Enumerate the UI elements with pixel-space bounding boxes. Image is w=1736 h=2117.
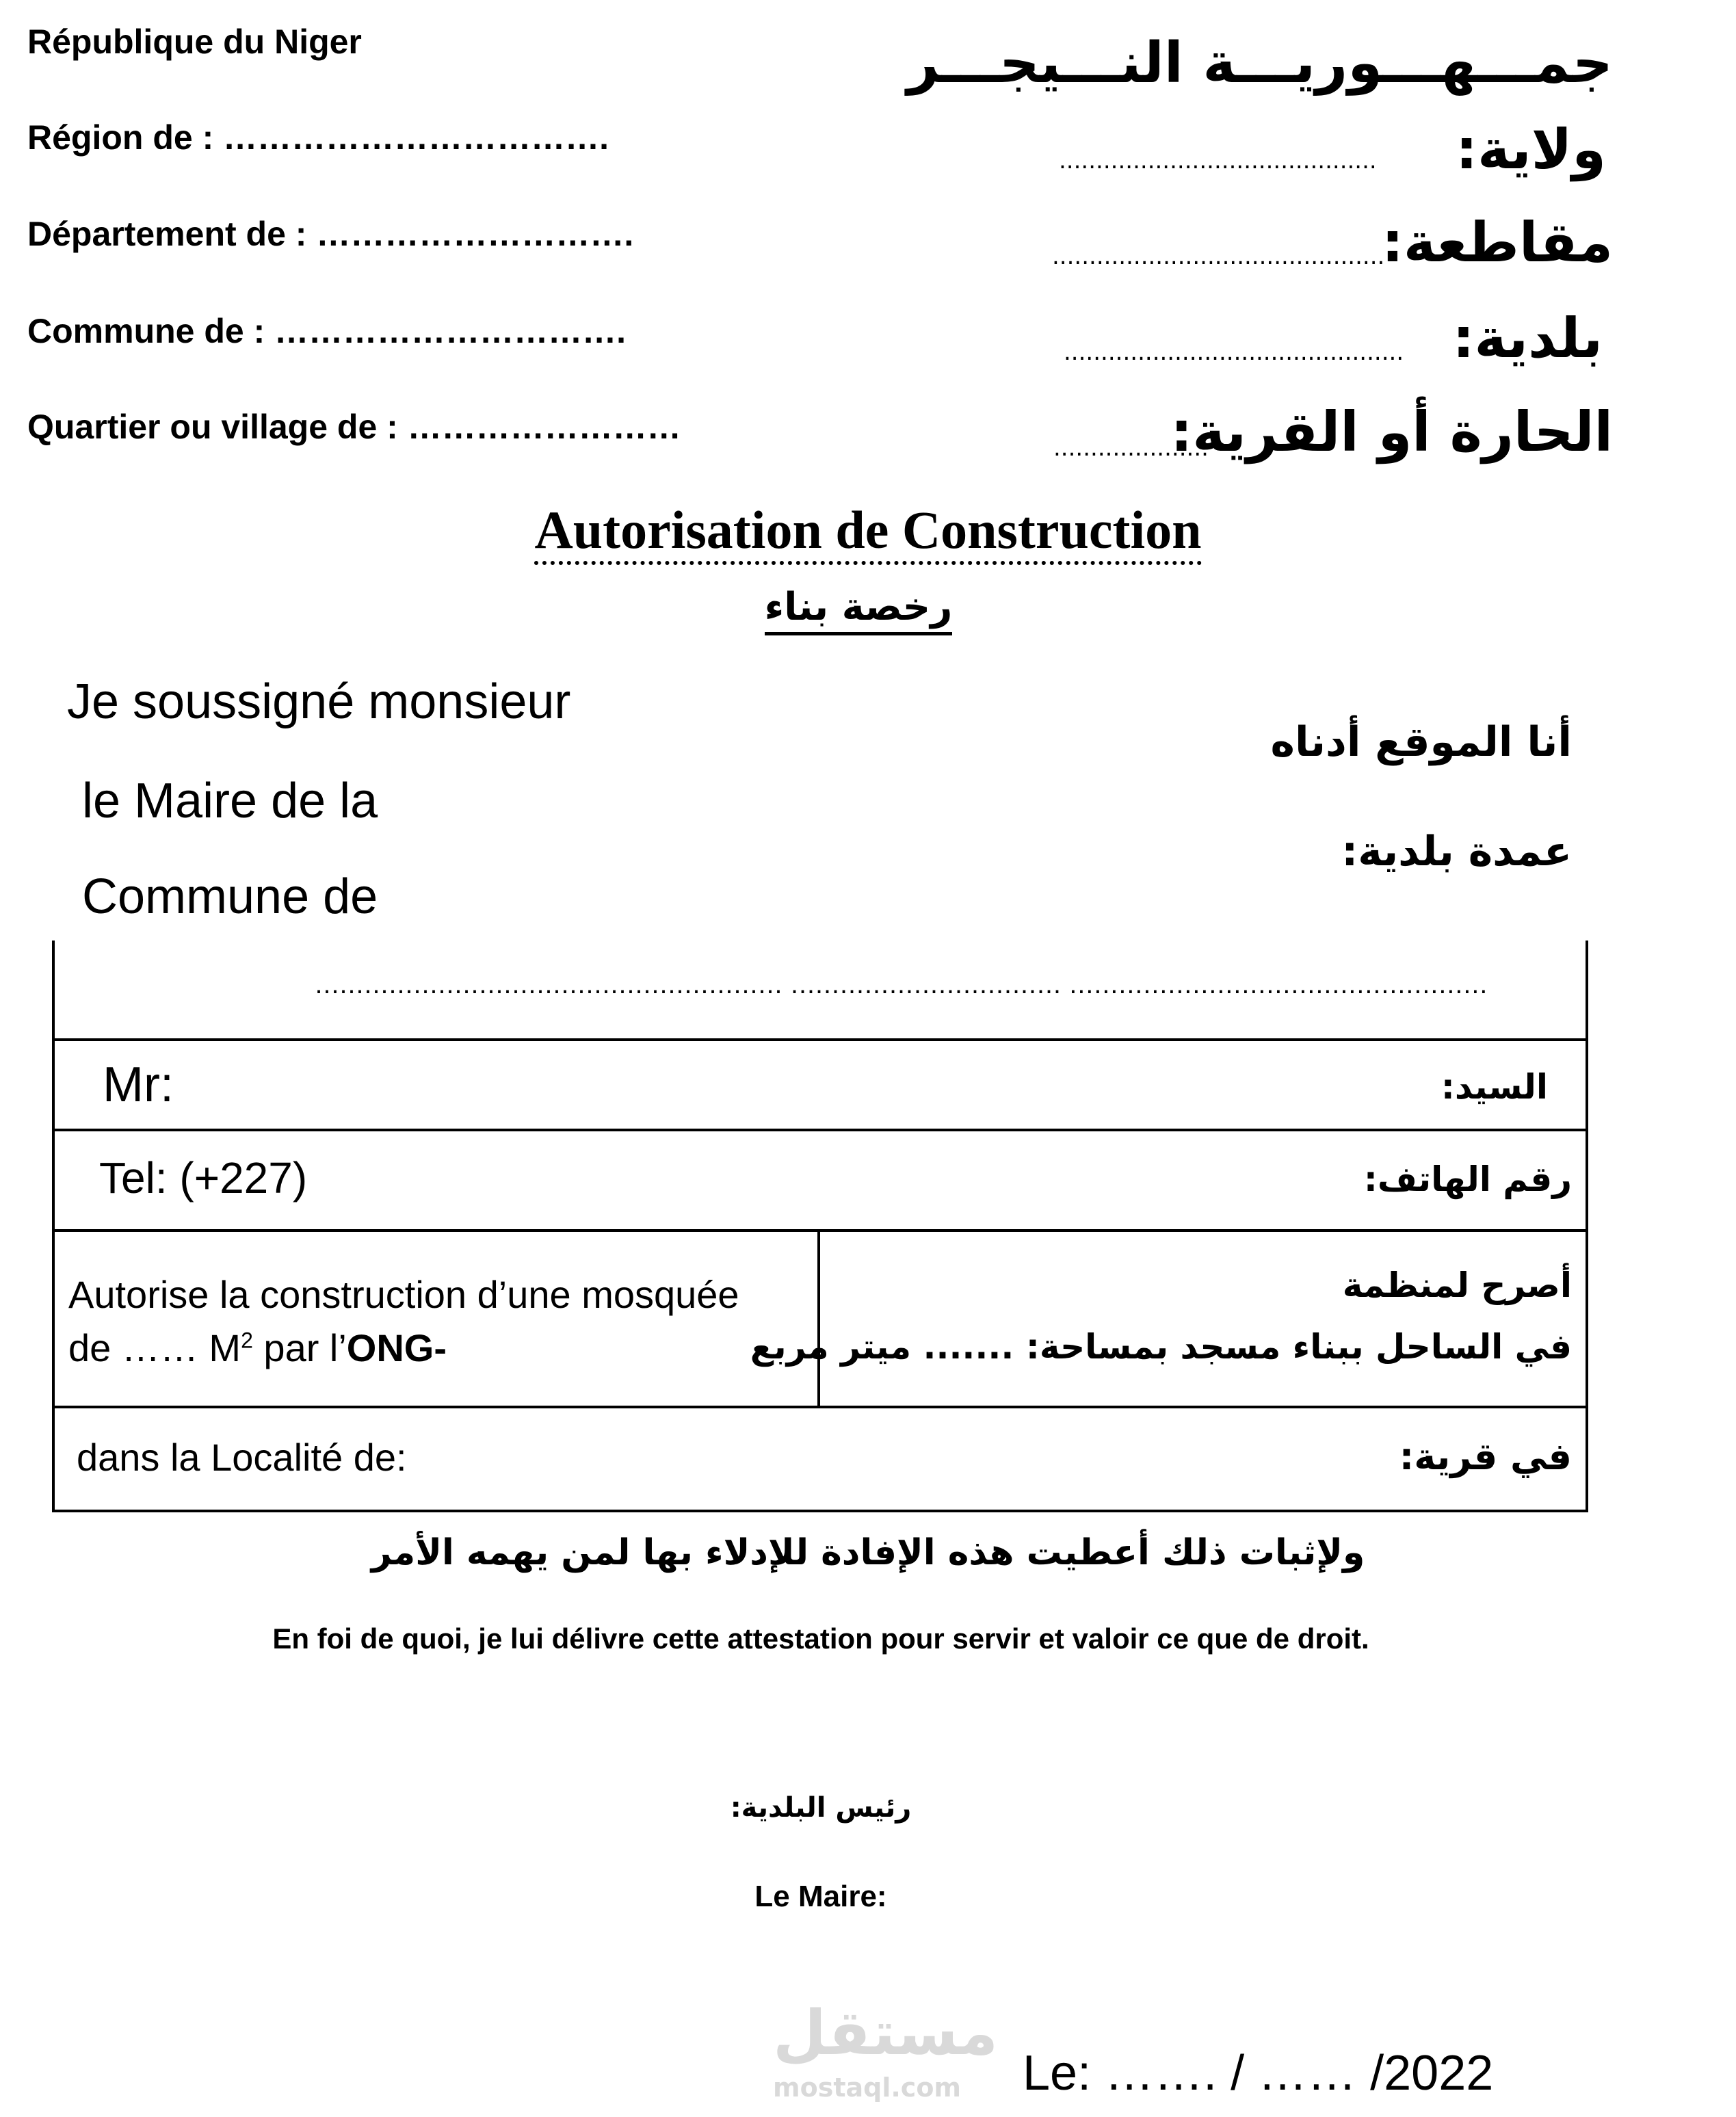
intro-fr-line1: Je soussigné monsieur	[67, 674, 571, 729]
signature-fr: Le Maire:	[754, 1880, 887, 1913]
header-commune-fr: Commune de : ………………………….	[27, 312, 627, 350]
watermark-logo-ar: مستقل	[773, 1997, 999, 2069]
header-department-fr: Département de : ……………………….	[27, 215, 634, 253]
header-baladiya-ar: بلدية:	[1452, 306, 1603, 370]
header-baladiya-dots: ..............................................	[1064, 339, 1404, 366]
intro-fr-line2: le Maire de la	[82, 774, 378, 828]
autorise-ar-line2: في الساحل ببناء مسجد بمساحة: ....... ميتر مربع	[750, 1327, 1572, 1367]
closing-fr: En foi de quoi, je lui délivre cette attestation pour servir et valoir ce que de droit.	[272, 1622, 1369, 1655]
mr-label-fr: Mr:	[103, 1057, 174, 1112]
header-muqataa-dots: .............................................	[1052, 243, 1385, 270]
header-quarter-fr: Quartier ou village de : ……………………	[27, 408, 681, 446]
autorise-fr-line2: de …… $M^2$ par l’ONG-	[68, 1326, 447, 1369]
header-region-fr: Région de : …………………………….	[27, 118, 609, 157]
document-title-fr: Autorisation de Construction	[0, 499, 1736, 561]
mr-label-ar: السيد:	[1441, 1067, 1548, 1107]
header-republic-ar: جمـــهـــوريـــة النـــيجـــر	[906, 31, 1613, 96]
autorise-fr-line1: Autorise la construction d’une mosquée	[68, 1273, 739, 1316]
tel-label-ar: رقم الهاتف:	[1363, 1159, 1572, 1199]
date-line: Le: ……. / …… /2022	[1023, 2046, 1494, 2101]
commune-dots: ………………………………………………… …………………………… ……………………………………………	[315, 971, 1488, 999]
intro-ar-line2: عمدة بلدية:	[1341, 828, 1572, 876]
header-village-dots: .....................	[1053, 434, 1209, 462]
tel-label-fr: Tel: (+227)	[99, 1153, 308, 1202]
header-village-ar: الحارة أو القرية:	[1170, 400, 1613, 464]
locality-fr: dans la Localité de:	[77, 1436, 407, 1479]
autorise-ar-line1: أصرح لمنظمة	[1342, 1265, 1572, 1305]
header-wilaya-dots: ...........................................	[1059, 147, 1377, 174]
watermark-logo-latin: mostaql.com	[773, 2073, 962, 2103]
signature-ar: رئيس البلدية:	[730, 1792, 912, 1824]
header-muqataa-ar: مقاطعة:	[1381, 211, 1613, 274]
closing-ar: ولإثبات ذلك أعطيت هذه الإفادة للإدلاء بها لمن يهمه الأمر	[371, 1532, 1365, 1573]
document-title-ar: رخصة بناء	[0, 585, 1717, 629]
header-republic-fr: République du Niger	[27, 23, 362, 61]
locality-ar: في قرية:	[1399, 1435, 1572, 1478]
intro-ar-line1: أنا الموقع أدناه	[1270, 718, 1572, 766]
header-wilaya-ar: ولاية:	[1456, 118, 1606, 181]
intro-fr-line3: Commune de	[82, 869, 378, 924]
